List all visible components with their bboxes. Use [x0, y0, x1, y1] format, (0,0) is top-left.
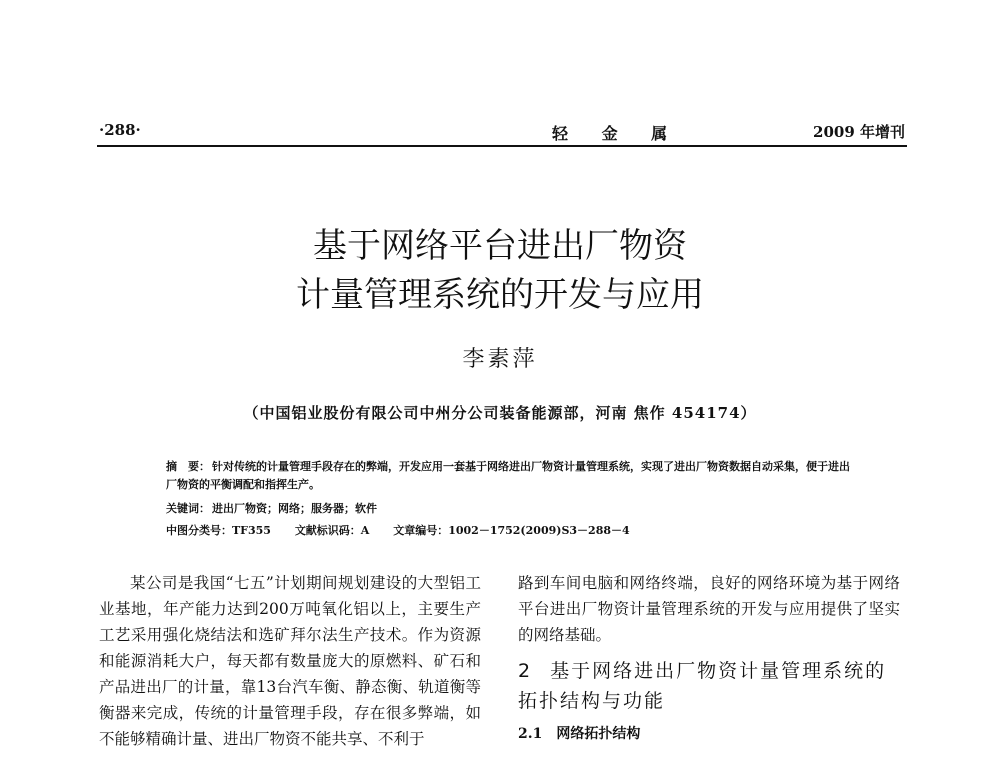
page-number: ·288· [99, 121, 141, 139]
article-number: 文章编号：1002－1752(2009)S3－288－4 [393, 524, 630, 537]
abstract-label: 摘 要： [166, 460, 210, 473]
keywords-text: 进出厂物资；网络；服务器；软件 [212, 502, 377, 515]
journal-name: 轻 金 属 [552, 124, 682, 143]
paper-title-line-2: 计量管理系统的开发与应用 [296, 275, 704, 315]
section-2-1-heading [518, 722, 900, 746]
body-column-right [518, 570, 900, 746]
keywords [166, 500, 856, 518]
section-2-number: 2 [518, 660, 533, 682]
classification-line [166, 522, 856, 540]
section-2-1-number: 2.1 [518, 726, 543, 742]
running-header [97, 121, 907, 147]
body-column-left [99, 570, 481, 752]
section-2-title: 基于网络进出厂物资计量管理系统的拓扑结构与功能 [518, 660, 887, 712]
section-2-1-title: 网络拓扑结构 [556, 726, 641, 742]
abstract-text: 针对传统的计量管理手段存在的弊端，开发应用一套基于网络进出厂物资计量管理系统，实现了进出厂物资数据自动采集，便于进出厂物资的平衡调配和指挥生产。 [166, 460, 850, 491]
author-affiliation: （中国铝业股份有限公司中州分公司装备能源部，河南 焦作 454174） [243, 404, 757, 422]
author-name: 李素萍 [462, 347, 538, 372]
clc-number: 中图分类号：TF355 [166, 524, 271, 537]
document-code: 文献标识码：A [294, 524, 370, 537]
section-2-heading [518, 656, 900, 716]
paper-title-line-1: 基于网络平台进出厂物资 [313, 226, 687, 266]
issue-label: 2009 年增刊 [813, 123, 905, 141]
intro-paragraph: 某公司是我国“七五”计划期间规划建设的大型铝工业基地，年产能力达到200万吨氧化铝以上，主要生产工艺采用强化烧结法和选矿拜尔法生产技术。作为资源和能源消耗大户，每天都有数量庞大的原燃料、矿石和产品进出厂的计量，靠13台汽车衡、静态衡、轨道衡等衡器来完成，传统的计量管理手段，存在很多弊端，如不能够精确计量、进出厂物资不能共享、不利于 [99, 574, 481, 748]
network-paragraph: 路到车间电脑和网络终端，良好的网络环境为基于网络平台进出厂物资计量管理系统的开发与应用提供了坚实的网络基础。 [518, 574, 900, 644]
keywords-label: 关键词： [166, 502, 210, 515]
abstract [166, 458, 856, 494]
